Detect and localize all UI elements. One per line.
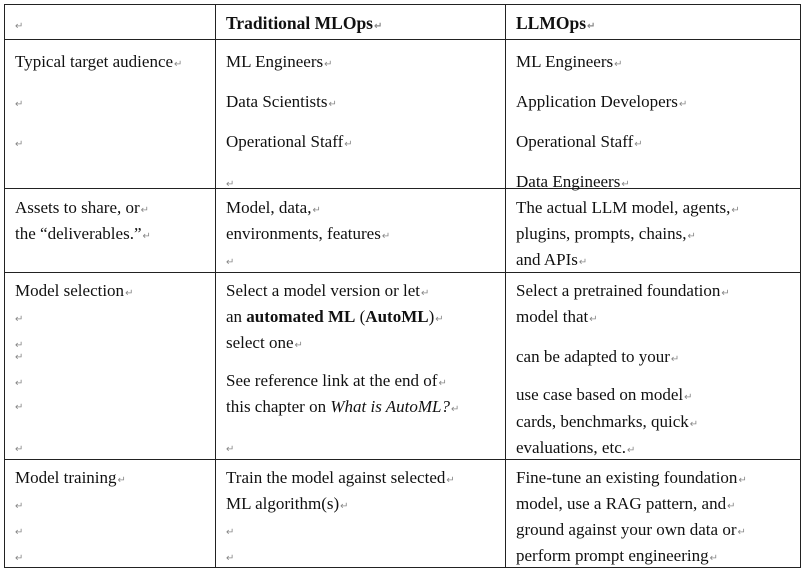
automl-term: AutoML <box>365 307 429 326</box>
cell-text: Operational Staff <box>516 132 634 151</box>
cell-text: Data Engineers <box>516 172 621 191</box>
cell-text: model, use a RAG pattern, and <box>516 494 727 513</box>
row-label-cell: Assets to share, or↵ the “deliverables.”↵ <box>5 189 216 273</box>
row-label: the “deliverables.” <box>15 224 142 243</box>
row-label-cell: Typical target audience↵ ↵ ↵ <box>5 40 216 189</box>
row-label: Assets to share, or <box>15 198 140 217</box>
llmops-cell: Select a pretrained foundation↵ model that↵ can be adapted to your↵ use case based on model↵ cards, benchmarks, quick↵ evaluations, etc.↵ <box>506 273 801 460</box>
cell-text: ground against your own data or <box>516 520 737 539</box>
automated-ml-term: automated ML <box>246 307 356 326</box>
cell-text: See reference link at the end of <box>226 371 438 390</box>
cell-text: perform prompt engineering <box>516 546 709 565</box>
cell-text: Model, data, <box>226 198 312 217</box>
table-row-target-audience <box>5 40 801 189</box>
cell-text: Data Scientists <box>226 92 328 111</box>
cell-text: Application Developers <box>516 92 678 111</box>
cell-text: cards, benchmarks, quick <box>516 412 689 431</box>
cell-text: The actual LLM model, agents, <box>516 198 731 217</box>
cell-text: environments, features <box>226 224 381 243</box>
cell-text: can be adapted to your <box>516 347 670 366</box>
row-label: Model training <box>15 468 117 487</box>
cell-text: Train the model against selected <box>226 468 446 487</box>
header-cell-llmops: LLMOps↵ <box>506 5 801 40</box>
row-label-cell: Model selection↵ ↵ ↵ ↵ ↵ ↵ ↵ <box>5 273 216 460</box>
header-row <box>5 5 801 40</box>
what-is-automl-ref: What is AutoML? <box>330 397 450 416</box>
header-cell-traditional-mlops: Traditional MLOps↵ <box>216 5 506 40</box>
comparison-table <box>4 4 801 568</box>
row-label: Typical target audience <box>15 52 174 71</box>
header-llmops: LLMOps <box>516 13 587 33</box>
cell-text: Select a model version or let <box>226 281 421 300</box>
mlops-cell: ML Engineers↵ Data Scientists↵ Operational Staff↵ ↵ <box>216 40 506 189</box>
mlops-cell: Train the model against selected↵ ML algorithm(s)↵ ↵ ↵ <box>216 460 506 568</box>
llmops-cell: The actual LLM model, agents,↵ plugins, prompts, chains,↵ and APIs↵ <box>506 189 801 273</box>
row-label-cell: Model training↵ ↵ ↵ ↵ <box>5 460 216 568</box>
header-cell-empty <box>5 5 216 40</box>
cell-text: ML Engineers <box>516 52 614 71</box>
cell-text: Operational Staff <box>226 132 344 151</box>
cell-text: evaluations, etc. <box>516 438 626 457</box>
paragraph-mark: ↵ <box>15 21 24 32</box>
cell-text: and APIs <box>516 250 578 269</box>
header-traditional-mlops: Traditional MLOps <box>226 13 373 33</box>
cell-text: Select a pretrained foundation <box>516 281 721 300</box>
mlops-cell: Select a model version or let↵ an automated ML (AutoML)↵ select one↵ See reference link at the end of↵ this chapter on What is AutoML?↵ ↵ <box>216 273 506 460</box>
cell-text: use case based on model <box>516 385 684 404</box>
llmops-cell: ML Engineers↵ Application Developers↵ Operational Staff↵ Data Engineers↵ <box>506 40 801 189</box>
table-row-model-selection <box>5 273 801 460</box>
cell-text: plugins, prompts, chains, <box>516 224 687 243</box>
table-row-model-training <box>5 460 801 568</box>
cell-text: select one <box>226 333 294 352</box>
cell-text: ML algorithm(s) <box>226 494 340 513</box>
cell-text: Fine-tune an existing foundation <box>516 468 738 487</box>
row-label: Model selection <box>15 281 125 300</box>
table-row-assets <box>5 189 801 273</box>
llmops-cell: Fine-tune an existing foundation↵ model, use a RAG pattern, and↵ ground against your own data or↵ perform prompt engineering↵ <box>506 460 801 568</box>
mlops-cell: Model, data,↵ environments, features↵ ↵ <box>216 189 506 273</box>
cell-text: model that <box>516 307 589 326</box>
cell-text: ML Engineers <box>226 52 324 71</box>
